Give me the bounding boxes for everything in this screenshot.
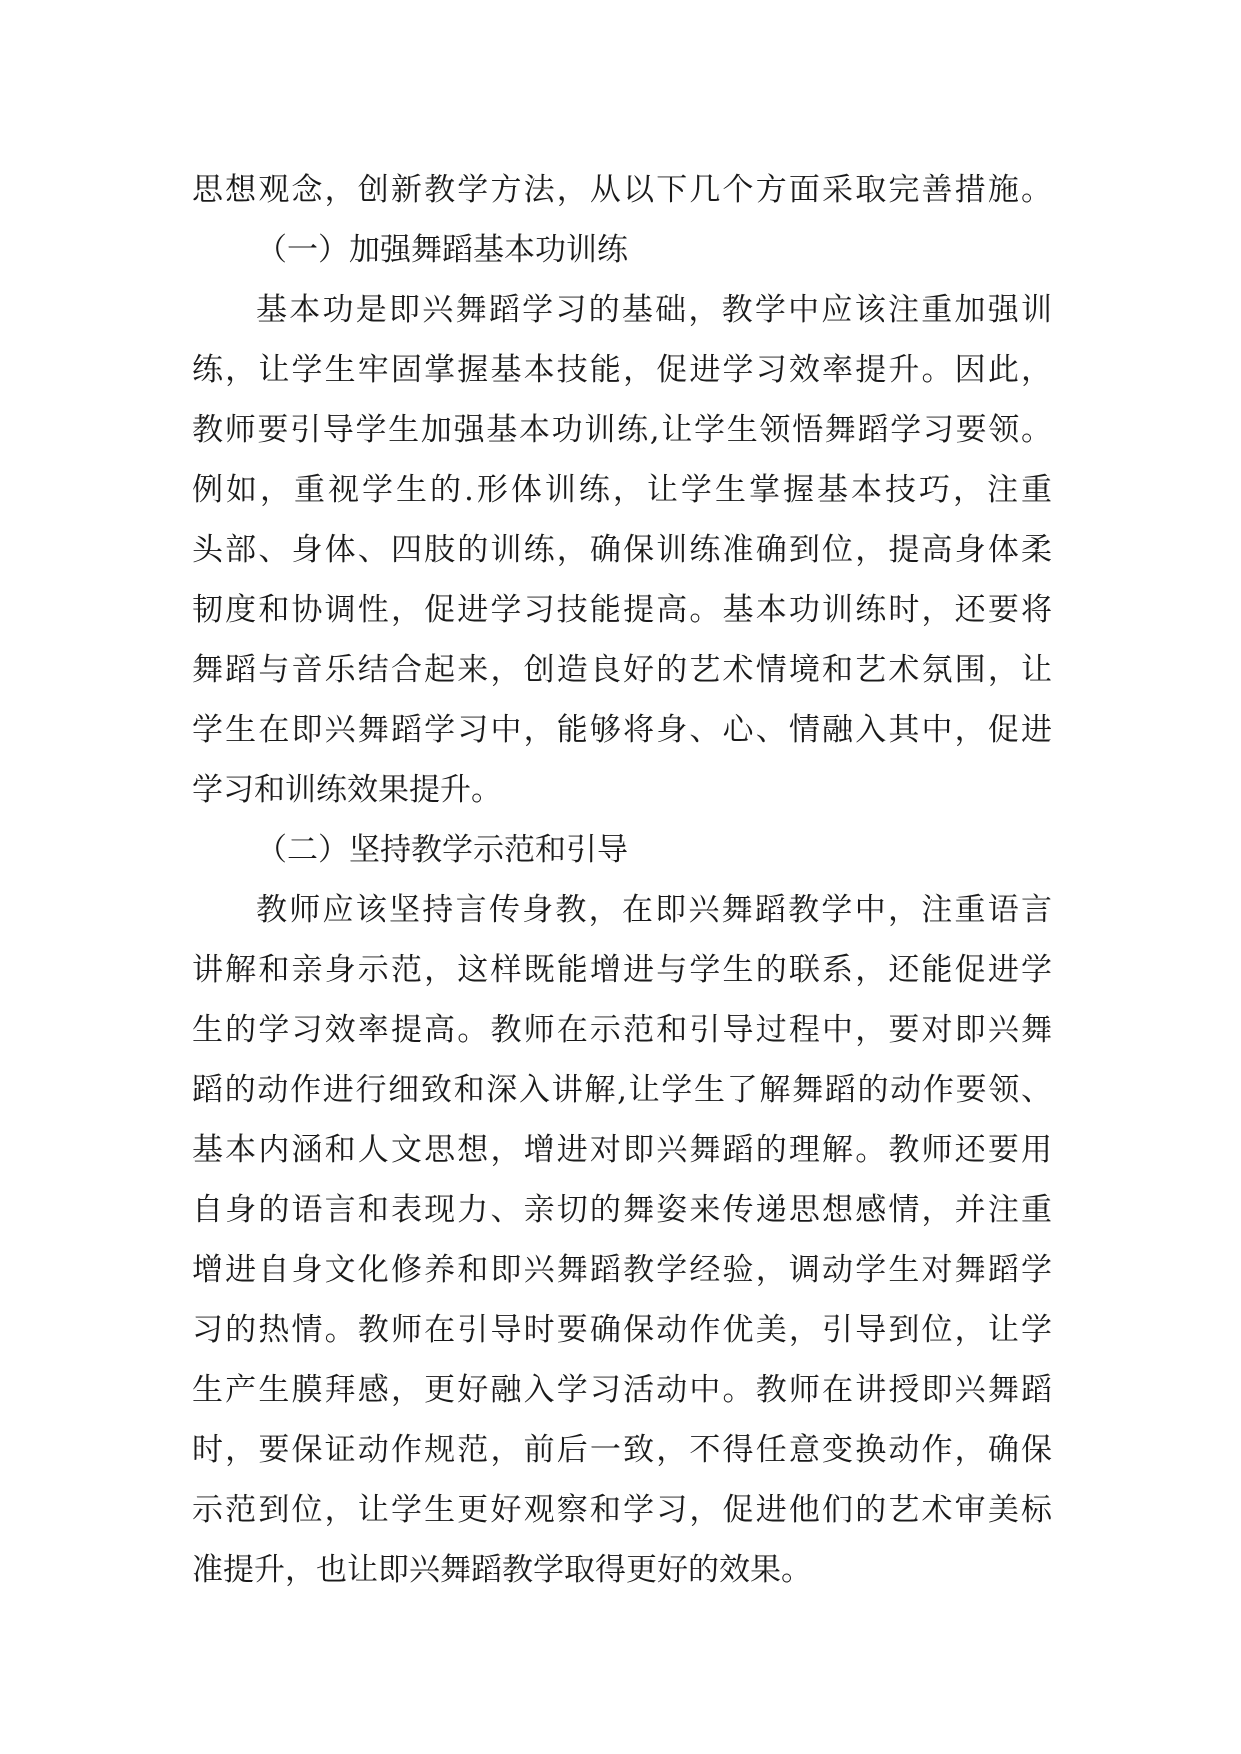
paragraph-first-line: 基本功是即兴舞蹈学习的基础，教学中应该注重加强训 [256, 292, 1052, 328]
text-line: 蹈的动作进行细致和深入讲解,让学生了解舞蹈的动作要领、 [192, 1072, 1052, 1108]
text-line: 生产生膜拜感，更好融入学习活动中。教师在讲授即兴舞蹈 [192, 1372, 1052, 1408]
text-line: 思想观念，创新教学方法，从以下几个方面采取完善措施。 [192, 172, 1052, 208]
text-line: 示范到位，让学生更好观察和学习，促进他们的艺术审美标 [192, 1492, 1052, 1528]
text-line: 习的热情。教师在引导时要确保动作优美，引导到位，让学 [192, 1312, 1052, 1348]
text-line: 时，要保证动作规范，前后一致，不得任意变换动作，确保 [192, 1432, 1052, 1468]
text-line: 增进自身文化修养和即兴舞蹈教学经验，调动学生对舞蹈学 [192, 1252, 1052, 1288]
text-line: 基本内涵和人文思想，增进对即兴舞蹈的理解。教师还要用 [192, 1132, 1052, 1168]
text-line: 讲解和亲身示范，这样既能增进与学生的联系，还能促进学 [192, 952, 1052, 988]
section-heading: （二）坚持教学示范和引导 [256, 832, 628, 868]
paragraph-first-line: 教师应该坚持言传身教，在即兴舞蹈教学中，注重语言 [256, 892, 1052, 928]
text-line: 韧度和协调性，促进学习技能提高。基本功训练时，还要将 [192, 592, 1052, 628]
text-line: 练，让学生牢固掌握基本技能，促进学习效率提升。因此， [192, 352, 1052, 388]
text-line: 自身的语言和表现力、亲切的舞姿来传递思想感情，并注重 [192, 1192, 1052, 1228]
paragraph-last-line: 学习和训练效果提升。 [192, 772, 502, 808]
document-page [192, 160, 1052, 1600]
text-line: 教师要引导学生加强基本功训练,让学生领悟舞蹈学习要领。 [192, 412, 1052, 448]
section-heading: （一）加强舞蹈基本功训练 [256, 232, 628, 268]
text-line: 头部、身体、四肢的训练，确保训练准确到位，提高身体柔 [192, 532, 1052, 568]
text-line: 学生在即兴舞蹈学习中，能够将身、心、情融入其中，促进 [192, 712, 1052, 748]
paragraph-last-line: 准提升，也让即兴舞蹈教学取得更好的效果。 [192, 1552, 812, 1588]
text-line: 舞蹈与音乐结合起来，创造良好的艺术情境和艺术氛围，让 [192, 652, 1052, 688]
text-line: 生的学习效率提高。教师在示范和引导过程中，要对即兴舞 [192, 1012, 1052, 1048]
text-line: 例如，重视学生的.形体训练，让学生掌握基本技巧，注重 [192, 472, 1052, 508]
